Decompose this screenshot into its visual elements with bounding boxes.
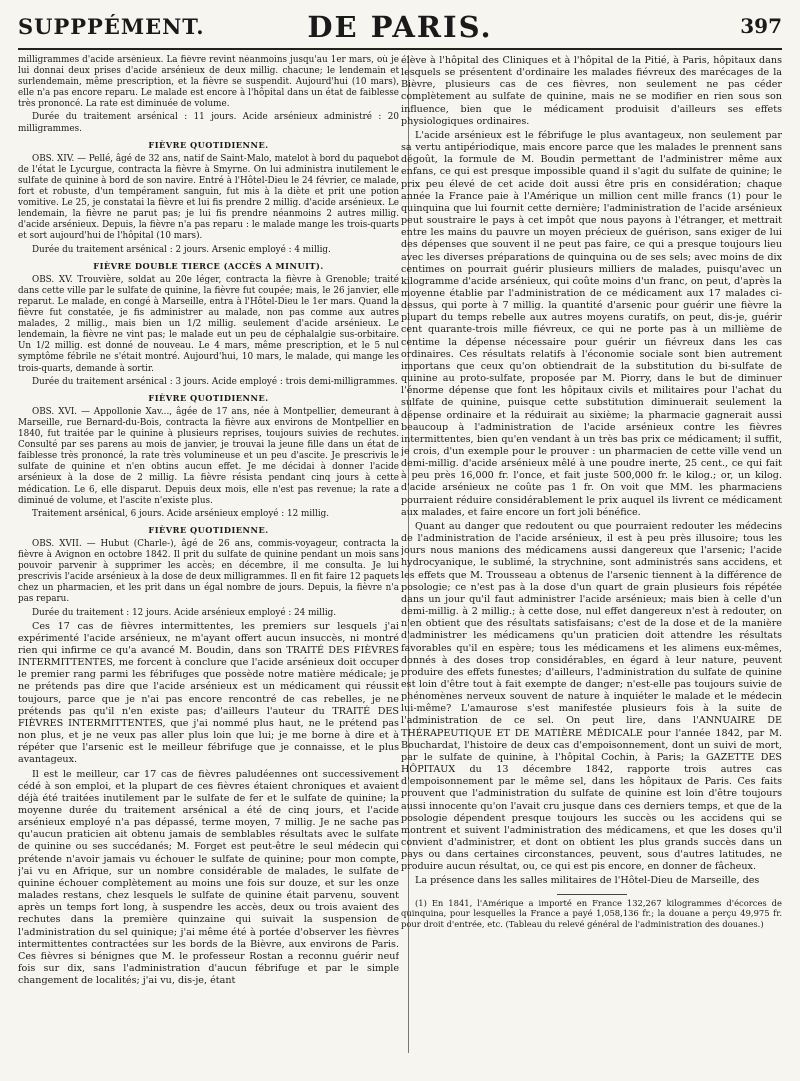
observation-15-duration: Durée du traitement arsénical : 3 jours. Acide employé : trois demi-milligrammes. bbox=[32, 376, 398, 387]
observation-15: OBS. XV. Trouvière, soldat au 20e léger, contracta la fièvre à Grenoble; traité dans cette ville par le sulfate de quinine, la fièvre fut coupée; mais, le 26 janvier, elle reparut. Le malade, en congé à Marseille, entra à l'Hôtel-Dieu le 1er mars. Quand la fièvre fut constatée, je fis administrer au malade, non pas comme aux autres malades, 2 millig., mais bien un 1/2 millig. seulement d'acide arsénieux. Le lendemain, la fièvre ne vint pas; le malade eut un peu de céphalalgie sus-orbitaire. Un 1/2 millig. est donné de nouveau. Le 4 mars, même prescription, et le 5 nul symptôme fébrile ne s'était montré. Aujourd'hui, 10 mars, le malade, qui mange les trois-quarts, demande à sortir. bbox=[18, 274, 399, 374]
case-15-heading: FIÈVRE DOUBLE TIERCE (ACCÈS A MINUIT). bbox=[93, 260, 324, 271]
article-columns bbox=[18, 55, 782, 1053]
presence-paragraph: La présence dans les salles militaires de l'Hôtel-Dieu de Marseille, des bbox=[415, 875, 760, 887]
case-16-heading: FIÈVRE QUOTIDIENNE. bbox=[148, 392, 269, 403]
header-title: DE PARIS. bbox=[307, 10, 493, 44]
advantage-paragraph: L'acide arsénieux est le fébrifuge le plus avantageux, non seulement par sa vertu antipériodique, mais encore parce que les malades le prennent sans dégoût, la formule de M. Boudin permettant de l'administrer même aux enfans, ce qui est presque impossible quand il s'agit du sulfate de quinine; le prix peu élevé de cet acide doit aussi être pris en considération; chaque année la France paie à l'Amérique un million cent mille francs (1) pour le quinquina que lui fournit cette dernière; l'administration de l'acide arsénieux peut soustraire le pays à cet impôt que nous payons à l'étranger, et mettrait entre les mains du pauvre un moyen précieux de guérison, sans exiger de lui des dépenses que souvent il ne peut pas faire, ce qui a presque toujours lieu avec les diverses préparations de quinquina ou de ses sels; avec moins de dix centimes on pourrait guérir plusieurs milliers de malades, puisqu'avec un kilogramme d'acide arsénieux, qui coûte moins d'un franc, on peut, d'après la moyenne établie par l'administration de ce médicament aux 17 malades ci-dessus, qui porte à 7 millig. la quantité d'arsenic pour guérir une fièvre la plupart du temps rebelle aux autres moyens curatifs, on peut, dis-je, guérir cent quarante-trois mille fiévreux, ce qui ne porte pas à un millième de centime la dépense nécessaire pour guérir un fiévreux dans les cas ordinaires. Ces résultats relatifs à l'économie sociale sont bien autrement importans que ceux qu'on obtiendrait de la substitution du bi-sulfate de quinine au proto-sulfate, proposée par M. Piorry, dans le but de diminuer l'énorme dépense que font les hôpitaux civils et militaires pour l'achat du sulfate de quinine, puisque cette substitution diminuerait seulement la dépense ordinaire et la réduirait au sixième; la pharmacie gagnerait aussi beaucoup à l'administration de l'acide arsénieux contre les fièvres intermittentes, bien qu'en vendant à un très bas prix ce médicament; il suffit, je crois, d'un exemple pour le prouver : un pharmacien de cette ville vend un demi-millig. d'acide arsénieux mêlé à une poudre inerte, 25 cent., ce qui fait à peu près 16,000 fr. l'once, et fait juste 500,000 fr. le kilog.; or, un kilog. d'acide arsénieux ne coûte pas 1 fr. On voit que MM. les pharmaciens pourraient réduire considérablement le prix auquel ils livrent ce médicament aux malades, et faire encore un fort joli bénéfice. bbox=[401, 129, 782, 518]
conclusion-paragraph-2: Il est le meilleur, car 17 cas de fièvres paludéennes ont successivement cédé à son emploi, et la plupart de ces fièvres étaient chroniques et avaient déjà été traitées inutilement par le sulfate de fer et le sulfate de quinine; la moyenne durée du traitement arsénical a été de cinq jours, et l'acide arsénieux employé n'a pas dépassé, terme moyen, 7 millig. Je ne sache pas qu'aucun praticien ait obtenu jamais de semblables résultats avec le sulfate de quinine ou ses succédanés; M. Forget est peut-être le seul médecin qui prétende n'avoir jamais vu échouer le sulfate de quinine; pour mon compte, j'ai vu en Afrique, sur un nombre considérable de malades, le sulfate de quinine échouer complètement au moins une fois sur douze, et sur les onze malades restans, chez lesquels le sulfate de quinine était parvenu, souvent après un temps fort long, à suspendre les accès, deux ou trois avaient des rechutes dans la première quinzaine qui suivait la suspension de l'administration du sel quinique; j'ai même été à portée d'observer les fièvres intermittentes contractées sur les bords de la Bièvre, aux environs de Paris. Ces fièvres si bénignes que M. le professeur Rostan a reconnu guérir neuf fois sur dix, sans l'administration d'aucun fébrifuge et par le simple changement de localités; j'ai vu, dis-je, étant bbox=[18, 768, 399, 987]
footnote-rule bbox=[557, 894, 627, 895]
intro-duration: Durée du traitement arsénical : 11 jours. Acide arsénieux administré : 20 milligrammes. bbox=[18, 112, 399, 134]
page-number: 397 bbox=[740, 14, 782, 38]
header-rule bbox=[18, 48, 782, 50]
observation-17: OBS. XVII. — Hubut (Charle-), âgé de 26 ans, commis-voyageur, contracta la fièvre à Avignon en octobre 1842. Il prit du sulfate de quinine pendant un mois sans pouvoir parvenir à supprimer les accès; en décembre, il me consulta. Je lui prescrivis l'acide arsénieux à la dose de deux milligrammes. Il en fit faire 12 paquets chez un pharmacien, et les prit dans un égal nombre de jours. Depuis, la fièvre n'a pas reparu. bbox=[18, 539, 399, 605]
intro-paragraph: milligrammes d'acide arsénieux. La fièvre revint néanmoins jusqu'au 1er mars, où je lui donnai deux prises d'acide arsénieux de deux millig. chacune; le lendemain et surlendemain, même prescription, et la fièvre se suspendit. Aujourd'hui (10 mars), elle n'a pas encore reparu. Le malade est encore à l'hôpital dans un état de faiblesse très prononcé. La rate est diminuée de volume. bbox=[18, 55, 399, 110]
observation-16-duration: Traitement arsénical, 6 jours. Acide arsénieux employé : 12 millig. bbox=[32, 508, 330, 519]
right-column bbox=[401, 55, 782, 1053]
case-14-heading: FIÈVRE QUOTIDIENNE. bbox=[148, 139, 269, 150]
left-column bbox=[18, 55, 399, 1053]
header-supplement-label: SUPPPÉMENT. bbox=[18, 14, 205, 39]
observation-17-duration: Durée du traitement : 12 jours. Acide arsénieux employé : 24 millig. bbox=[32, 607, 337, 618]
continuation-paragraph: élève à l'hôpital des Cliniques et à l'hôpital de la Pitié, à Paris, hôpitaux dans lesquels se présentent d'ordinaire les malades fiévreux des marécages de la Bièvre, plusieurs cas de ces fièvres, non seulement ne pas céder complètement au sulfate de quinine, mais ne se modifier en rien sous son influence, bien que le médicament produisit d'ailleurs ses effets physiologiques ordinaires. bbox=[401, 55, 782, 127]
observation-14: OBS. XIV. — Pellé, âgé de 32 ans, natif de Saint-Malo, matelot à bord du paquebot de l'état le Lycurgue, contracta la fièvre à Smyrne. On lui administra inutilement le sulfate de quinine à bord de son navire. Entré à l'Hôtel-Dieu le 24 février, ce malade, fort et robuste, d'un tempérament sanguin, fut mis à la diète et prit une potion vomitive. Le 25, je constatai la fièvre et lui fis prendre 2 millig. d'acide arsénieux. Le lendemain, la fièvre ne parut pas; je lui fis prendre néanmoins 2 autres millig. d'acide arsénieux. Depuis, la fièvre n'a pas reparu : le malade mange les trois-quarts et sort aujourd'hui de l'hôpital (10 mars). bbox=[18, 153, 399, 242]
observation-14-duration: Durée du traitement arsénical : 2 jours. Arsenic employé : 4 millig. bbox=[32, 244, 331, 255]
conclusion-paragraph-1: Ces 17 cas de fièvres intermittentes, les premiers sur lesquels j'ai expérimenté l'acide arsénieux, ne m'ayant offert aucun insuccès, ni montré rien qui infirme ce qu'a avancé M. Boudin, dans son TRAITÉ DES FIÈVRES INTERMITTENTES, me forcent à conclure que l'acide arsénieux doit occuper le premier rang parmi les fébrifuges que possède notre matière médicale; je ne prétends pas dire que l'acide arsénieux est un médicament qui réussit toujours, parce que je n'ai pas encore rencontré de cas rebelles, je ne prétends pas qu'il n'en existe pas; d'ailleurs l'auteur du TRAITÉ DES FIÈVRES INTERMITTENTES, que j'ai nommé plus haut, ne le prétend pas non plus, et je ne veux pas aller plus loin que lui; je me borne à dire et à répéter que l'arsenic est le meilleur fébrifuge que je connaisse, et le plus avantageux. bbox=[18, 620, 399, 766]
danger-paragraph: Quant au danger que redoutent ou que pourraient redouter les médecins de l'administration de l'acide arsénieux, il est à peu près illusoire; tous les jours nous manions des médicamens aussi dangereux que l'arsenic; l'acide hydrocyanique, le sublimé, la strychnine, sont administrés sans accidens, et les effets que M. Trousseau a obtenus de l'arsenic tiennent à la différence de posologie; ce n'est pas à la dose d'un quart de grain plusieurs fois répétée dans un jour qu'il faut administrer l'acide arsénieux; mais bien à celle d'un demi-millig. à 2 millig.; à cette dose, nul effet dangereux n'est à redouter, on n'en obtient que des résultats satisfaisans; c'est de la dose et de la manière d'administrer les médicamens qu'un praticien doit attendre les résultats favorables qu'il en espère; tous les médicamens et les alimens eux-mêmes, donnés à des doses trop considérables, en égard à leur nature, peuvent produire des effets funestes; d'ailleurs, l'administration du sulfate de quinine est loin d'être tout à fait exempte de danger; n'est-elle pas toujours suivie de phénomènes nerveux souvent de nature à inquiéter le malade et le médecin lui-même? L'amaurose s'est manifestée plusieurs fois à la suite de l'administration de ce sel. On peut lire, dans l'ANNUAIRE DE THÉRAPEUTIQUE ET DE MATIÈRE MÉDICALE pour l'année 1842, par M. Bouchardat, l'histoire de deux cas d'empoisonnement, dont un suivi de mort, par le sulfate de quinine, à l'hôpital Cochin, à Paris; la GAZETTE DES HÔPITAUX du 13 décembre 1842, rapporte trois autres cas d'empoisonnement par le même sel, dans les hôpitaux de Paris. Ces faits prouvent que l'administration du sulfate de quinine est loin d'être toujours aussi innocente qu'on l'avait cru jusque dans ces derniers temps, et que de la posologie dépendent presque toujours les succès ou les accidens qui se montrent et suivent l'administration des médicamens, et que les doses qu'il convient d'administrer, et dont on obtient les plus grands succès dans un pays ou dans certaines circonstances, peuvent, sous d'autres latitudes, ne produire aucun résultat, ou, ce qui est pis encore, en donner de fâcheux. bbox=[401, 520, 782, 873]
footnote: (1) En 1841, l'Amérique a importé en France 132,267 kilogrammes d'écorces de quinquina, pour lesquelles la France a payé 1,058,136 fr.; la douane a perçu 49,975 fr. pour droit d'entrée, etc. (Tableau du relevé général de l'administration des douanes.) bbox=[401, 897, 782, 929]
observation-16: OBS. XVI. — Appollonie Xav..., âgée de 17 ans, née à Montpellier, demeurant à Marseille, rue Bernard-du-Bois, contracta la fièvre aux environs de Montpellier en 1840, fut traitée par le quinine à plusieurs reprises, toujours suivies de rechutes. Consulté par ses parens au mois de janvier, je trouvai la jeune fille dans un état de faiblesse très prononcé, la rate très volumineuse et un peu d'ascite. Je prescrivis le sulfate de quinine et n'en obtins aucun effet. Je me décidai à donner l'acide arsénieux à la dose de 2 millig. La fièvre résista pendant cinq jours à cette médication. Le 6, elle disparut. Depuis deux mois, elle n'est pas revenue; la rate a diminué de volume, et l'ascite n'existe plus. bbox=[18, 406, 399, 506]
page-header bbox=[18, 10, 782, 46]
case-17-heading: FIÈVRE QUOTIDIENNE. bbox=[148, 524, 269, 535]
